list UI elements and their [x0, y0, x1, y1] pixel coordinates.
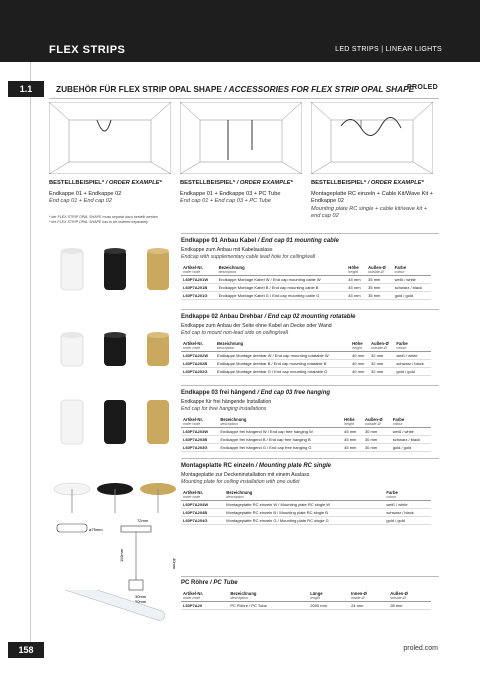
example-line-de: Endkappe 01 + Endkappe 03 + PC Tube	[180, 190, 281, 197]
table-cell: Endkappe frei hängend B / End cap free hanging B	[218, 436, 342, 444]
block-title	[181, 463, 431, 469]
table-header-row	[181, 489, 431, 501]
column-header	[217, 264, 347, 276]
header-de: Artikel-Nr.	[183, 490, 204, 495]
order-example-3	[311, 180, 437, 221]
table-row	[181, 428, 431, 436]
column-header	[181, 489, 224, 501]
header-de: Außen-Ø	[368, 265, 386, 270]
table-cell: weiß / white	[384, 501, 431, 509]
product-block-endcap-01	[181, 238, 431, 300]
page-number: 158	[8, 642, 44, 658]
section-title-de: ZUBEHÖR FÜR FLEX STRIP OPAL SHAPE	[56, 84, 222, 94]
dim-40: 40mm	[172, 558, 177, 570]
header-en: order code	[183, 422, 201, 426]
table-cell: 30 mm	[363, 444, 391, 452]
table-cell: schwarz / black	[393, 284, 431, 292]
header-en: outside-Ø	[368, 270, 384, 274]
column-header	[369, 340, 394, 352]
block-title-de: Endkappe 02 Anbau Drehbar	[181, 314, 263, 320]
margin-line	[30, 62, 31, 642]
heading-de: BESTELLBEISPIEL*	[180, 180, 236, 186]
order-example-heading	[311, 180, 437, 188]
block-desc-en: End cap for free hanging installations	[181, 405, 267, 412]
table-cell: 28 mm	[388, 602, 431, 610]
table-cell: L60P7A203B	[181, 436, 218, 444]
endcap-03-image	[49, 392, 179, 452]
block-title-de: Endkappe 03 frei hängend	[181, 390, 256, 396]
table-header-row	[181, 340, 431, 352]
table-row	[181, 436, 431, 444]
header-en: colour	[396, 346, 407, 350]
column-header	[393, 264, 431, 276]
heading-en: / ORDER EXAMPLE*	[366, 180, 424, 186]
header-de: Artikel-Nr.	[183, 265, 204, 270]
header-en: outside-Ø	[390, 596, 406, 600]
table-cell: 30 mm	[363, 436, 391, 444]
header-en: height	[352, 346, 362, 350]
table-cell: 45 mm	[346, 284, 366, 292]
header-en: description	[217, 346, 235, 350]
room-diagram-2	[180, 102, 302, 174]
block-desc-de: Endkappe zum Anbau mit Kabelauslass	[181, 247, 273, 253]
table-cell: L60P7A202W	[181, 352, 215, 360]
table-cell: schwarz / black	[391, 436, 431, 444]
table-cell: PC Röhre / PC Tube	[228, 602, 308, 610]
block-title-en: / Mounting plate RC single	[254, 463, 332, 469]
table-cell: schwarz / black	[384, 509, 431, 517]
table-cell: Endkappe Montage drehbar G / End cap mounting rotatable G	[215, 368, 350, 376]
header-de: Farbe	[396, 341, 408, 346]
column-header	[350, 340, 369, 352]
header-en: order code	[183, 495, 201, 499]
header-de: Artikel-Nr.	[183, 591, 204, 596]
table-cell: schwarz / black	[394, 360, 431, 368]
column-header	[224, 489, 384, 501]
table-cell: L60P7A202B	[181, 360, 215, 368]
dim-72: 72mm	[137, 518, 149, 523]
header-en: description	[220, 422, 238, 426]
block-desc-en: Endcap with supplementary cable lead hole for ceiling/wall	[181, 253, 316, 260]
divider	[181, 458, 439, 459]
table-cell: L60P7A201B	[181, 284, 217, 292]
header-de: Bezeichnung	[218, 265, 245, 270]
table-row	[181, 352, 431, 360]
table-cell: weiß / white	[391, 428, 431, 436]
table-cell: gold / gold	[384, 517, 431, 525]
table-cell: 35 mm	[366, 276, 393, 284]
column-header	[228, 590, 308, 602]
table-cell: L60P7A201G	[181, 292, 217, 300]
product-block-endcap-03	[181, 390, 431, 452]
block-title-de: PC Röhre	[181, 580, 209, 586]
table-cell: L60P7A202G	[181, 368, 215, 376]
block-title	[181, 238, 431, 244]
header-en: order code	[183, 346, 201, 350]
header-de: Farbe	[386, 490, 398, 495]
table-cell: 45 mm	[342, 428, 363, 436]
table-cell: Montageplatte RC einzeln B / Mounting plate RC single B	[224, 509, 384, 517]
order-example-heading	[180, 180, 306, 188]
header-en: inside-Ø	[351, 596, 365, 600]
divider	[181, 576, 439, 577]
table-cell: 45 mm	[342, 436, 363, 444]
block-title-de: Endkappe 01 Anbau Kabel	[181, 238, 257, 244]
column-header	[181, 590, 228, 602]
category-label: LED STRIPS | LINEAR LIGHTS	[335, 46, 442, 53]
table-cell: 32 mm	[369, 360, 394, 368]
block-title-de: Montageplatte RC einzeln	[181, 463, 255, 469]
column-header	[308, 590, 349, 602]
footer-url[interactable]: proled.com	[403, 645, 438, 652]
footnote-en: * the FLEX STRIP OPAL SHAPE has to be ordered separately	[49, 220, 149, 224]
divider	[49, 98, 439, 99]
endcap-02-image	[49, 320, 179, 380]
spec-table	[181, 489, 431, 525]
header-de: Außen-Ø	[371, 341, 389, 346]
column-header	[181, 416, 218, 428]
table-header-row	[181, 416, 431, 428]
table-cell: Endkappe frei hängend G / End cap free hanging G	[218, 444, 342, 452]
table-cell: 40 mm	[350, 360, 369, 368]
column-header	[349, 590, 388, 602]
block-desc-de: Endkappe zum Anbau der Seite ohne Kabel an Decke oder Wand	[181, 323, 332, 329]
block-desc-de: Endkappe für frei hängende Installation	[181, 399, 272, 405]
dim-30: 30mm	[135, 594, 147, 599]
table-row	[181, 517, 431, 525]
column-header	[384, 489, 431, 501]
header-de: Bezeichnung	[220, 417, 247, 422]
order-example-heading	[49, 180, 175, 188]
spec-table	[181, 590, 431, 610]
table-row	[181, 602, 431, 610]
header-de: Höhe	[344, 417, 355, 422]
heading-de: BESTELLBEISPIEL*	[49, 180, 105, 186]
divider	[181, 385, 439, 386]
header-en: description	[226, 495, 244, 499]
table-cell: weiß / white	[393, 276, 431, 284]
table-row	[181, 284, 431, 292]
table-cell: L60P7A201W	[181, 276, 217, 284]
table-row	[181, 444, 431, 452]
header-de: Artikel-Nr.	[183, 417, 204, 422]
table-cell: Endkappe Montage Kabel G / End cap mounting cable G	[217, 292, 347, 300]
header-de: Farbe	[392, 417, 405, 422]
table-cell: Montageplatte RC einzeln G / Mounting plate RC single G	[224, 517, 384, 525]
room-diagram-1	[49, 102, 171, 174]
column-header	[391, 416, 431, 428]
endcap-01-image	[49, 242, 179, 302]
block-title	[181, 390, 431, 396]
block-desc-de: Montageplatte zur Deckeninstallation mit einem Auslass	[181, 472, 310, 478]
table-row	[181, 292, 431, 300]
table-cell: 2000 mm	[308, 602, 349, 610]
table-row	[181, 368, 431, 376]
example-line-en: End cap 01 + End cap 02	[49, 198, 112, 204]
table-cell: L60P7A203W	[181, 428, 218, 436]
header-de: Außen-Ø	[364, 417, 383, 422]
section-title	[56, 84, 414, 94]
table-row	[181, 501, 431, 509]
brand-logo: PROLED	[407, 84, 438, 91]
table-cell: 32 mm	[369, 368, 394, 376]
table-cell: L60P7A204G	[181, 517, 224, 525]
header-en: description	[218, 270, 236, 274]
heading-en: / ORDER EXAMPLE*	[104, 180, 162, 186]
block-title-en: / End cap 02 mounting rotatable	[262, 314, 356, 320]
table-cell: 40 mm	[350, 352, 369, 360]
header-de: Innen-Ø	[351, 591, 367, 596]
column-header	[366, 264, 393, 276]
spec-table	[181, 416, 431, 452]
header-de: Länge	[310, 591, 323, 596]
header-de: Höhe	[352, 341, 363, 346]
table-cell: Endkappe Montage drehbar W / End cap mounting rotatable W	[215, 352, 350, 360]
spec-table	[181, 264, 431, 300]
footnote-de: * der FLEX STRIP OPAL SHAPE muss separat dazu bestellt werden	[49, 215, 158, 219]
header-en: order code	[183, 270, 201, 274]
block-desc-en: End cap to mount non-lead side on ceiling/wall	[181, 329, 288, 336]
room-diagram-3	[311, 102, 433, 174]
table-row	[181, 276, 431, 284]
table-cell: 45 mm	[346, 292, 366, 300]
table-cell: 40 mm	[350, 368, 369, 376]
divider	[181, 309, 439, 310]
table-cell: gold / gold	[391, 444, 431, 452]
order-example-1	[49, 180, 175, 206]
example-line-en: End cap 01 + End cap 03 + PC Tube	[180, 198, 272, 204]
table-cell: 32 mm	[369, 352, 394, 360]
column-header	[215, 340, 350, 352]
table-cell: Endkappe Montage Kabel B / End cap mounting cable B	[217, 284, 347, 292]
header-en: colour	[386, 495, 397, 499]
column-header	[346, 264, 366, 276]
header-en: colour	[392, 422, 403, 426]
table-cell: L60P7A204W	[181, 501, 224, 509]
header-de: Außen-Ø	[390, 591, 408, 596]
table-cell: 24 mm	[349, 602, 388, 610]
table-cell: L60P7A20	[181, 602, 228, 610]
table-cell: gold / gold	[394, 368, 431, 376]
block-title-en: / End cap 03 free hanging	[255, 390, 331, 396]
product-block-pc-tube	[181, 580, 431, 610]
dim-50: 50mm	[135, 599, 147, 604]
column-header	[181, 264, 217, 276]
table-cell: 45 mm	[342, 444, 363, 452]
table-cell: weiß / white	[394, 352, 431, 360]
table-cell: 30 mm	[363, 428, 391, 436]
product-block-mounting-plate	[181, 463, 431, 525]
header-en: order code	[183, 596, 201, 600]
dim-110: 110mm	[119, 548, 124, 562]
example-line-en: Mounting plate RC single + cable kit/wave kit + end cap 02	[311, 205, 427, 219]
header-de: Höhe	[348, 265, 359, 270]
spec-table	[181, 340, 431, 376]
table-cell: 35 mm	[366, 292, 393, 300]
product-block-endcap-02	[181, 314, 431, 376]
column-header	[394, 340, 431, 352]
column-header	[388, 590, 431, 602]
section-title-en: / ACCESSORIES FOR FLEX STRIP OPAL SHAPE	[221, 84, 415, 94]
footnote	[49, 215, 184, 225]
table-cell: 35 mm	[366, 284, 393, 292]
page-header	[0, 0, 480, 62]
header-en: outside-Ø	[364, 422, 381, 426]
header-de: Bezeichnung	[226, 490, 253, 495]
table-header-row	[181, 264, 431, 276]
table-cell: Montageplatte RC einzeln W / Mounting plate RC single W	[224, 501, 384, 509]
section-number: 1.1	[8, 81, 44, 97]
table-cell: 45 mm	[346, 276, 366, 284]
header-de: Bezeichnung	[230, 591, 257, 596]
block-title-en: / PC Tube	[208, 580, 238, 586]
table-cell: L60P7A203G	[181, 444, 218, 452]
table-cell: Endkappe Montage drehbar B / End cap mounting rotatable B	[215, 360, 350, 368]
pc-tube-image	[52, 590, 172, 630]
example-line-de: Montageplatte RC einzeln + Cable Kit/Wave Kit + Endkappe 02	[311, 190, 433, 204]
table-row	[181, 509, 431, 517]
column-header	[342, 416, 363, 428]
header-de: Bezeichnung	[217, 341, 244, 346]
header-de: Farbe	[394, 265, 407, 270]
header-en: outside-Ø	[371, 346, 387, 350]
order-example-2	[180, 180, 306, 206]
divider	[181, 233, 439, 234]
dim-plate-diameter: ø75mm	[89, 527, 103, 532]
heading-en: / ORDER EXAMPLE*	[235, 180, 293, 186]
header-en: description	[230, 596, 248, 600]
table-header-row	[181, 590, 431, 602]
table-row	[181, 360, 431, 368]
header-en: height	[344, 422, 354, 426]
column-header	[218, 416, 342, 428]
block-title-en: / End cap 01 mounting cable	[256, 238, 339, 244]
block-desc-en: Mounting plate for ceiling installation with one outlet	[181, 478, 300, 485]
table-cell: gold / gold	[393, 292, 431, 300]
example-line-de: Endkappe 01 + Endkappe 02	[49, 190, 122, 197]
header-en: colour	[394, 270, 405, 274]
header-de: Artikel-Nr.	[183, 341, 204, 346]
block-title	[181, 580, 431, 586]
table-cell: Endkappe frei hängend W / End cap free hanging W	[218, 428, 342, 436]
table-cell: L60P7A204B	[181, 509, 224, 517]
header-en: height	[348, 270, 359, 274]
table-cell: Endkappe Montage Kabel W / End cap mounting cable W	[217, 276, 347, 284]
column-header	[363, 416, 391, 428]
page-title: FLEX STRIPS	[49, 44, 126, 56]
heading-de: BESTELLBEISPIEL*	[311, 180, 367, 186]
header-en: length	[310, 596, 321, 600]
column-header	[181, 340, 215, 352]
block-title	[181, 314, 431, 320]
